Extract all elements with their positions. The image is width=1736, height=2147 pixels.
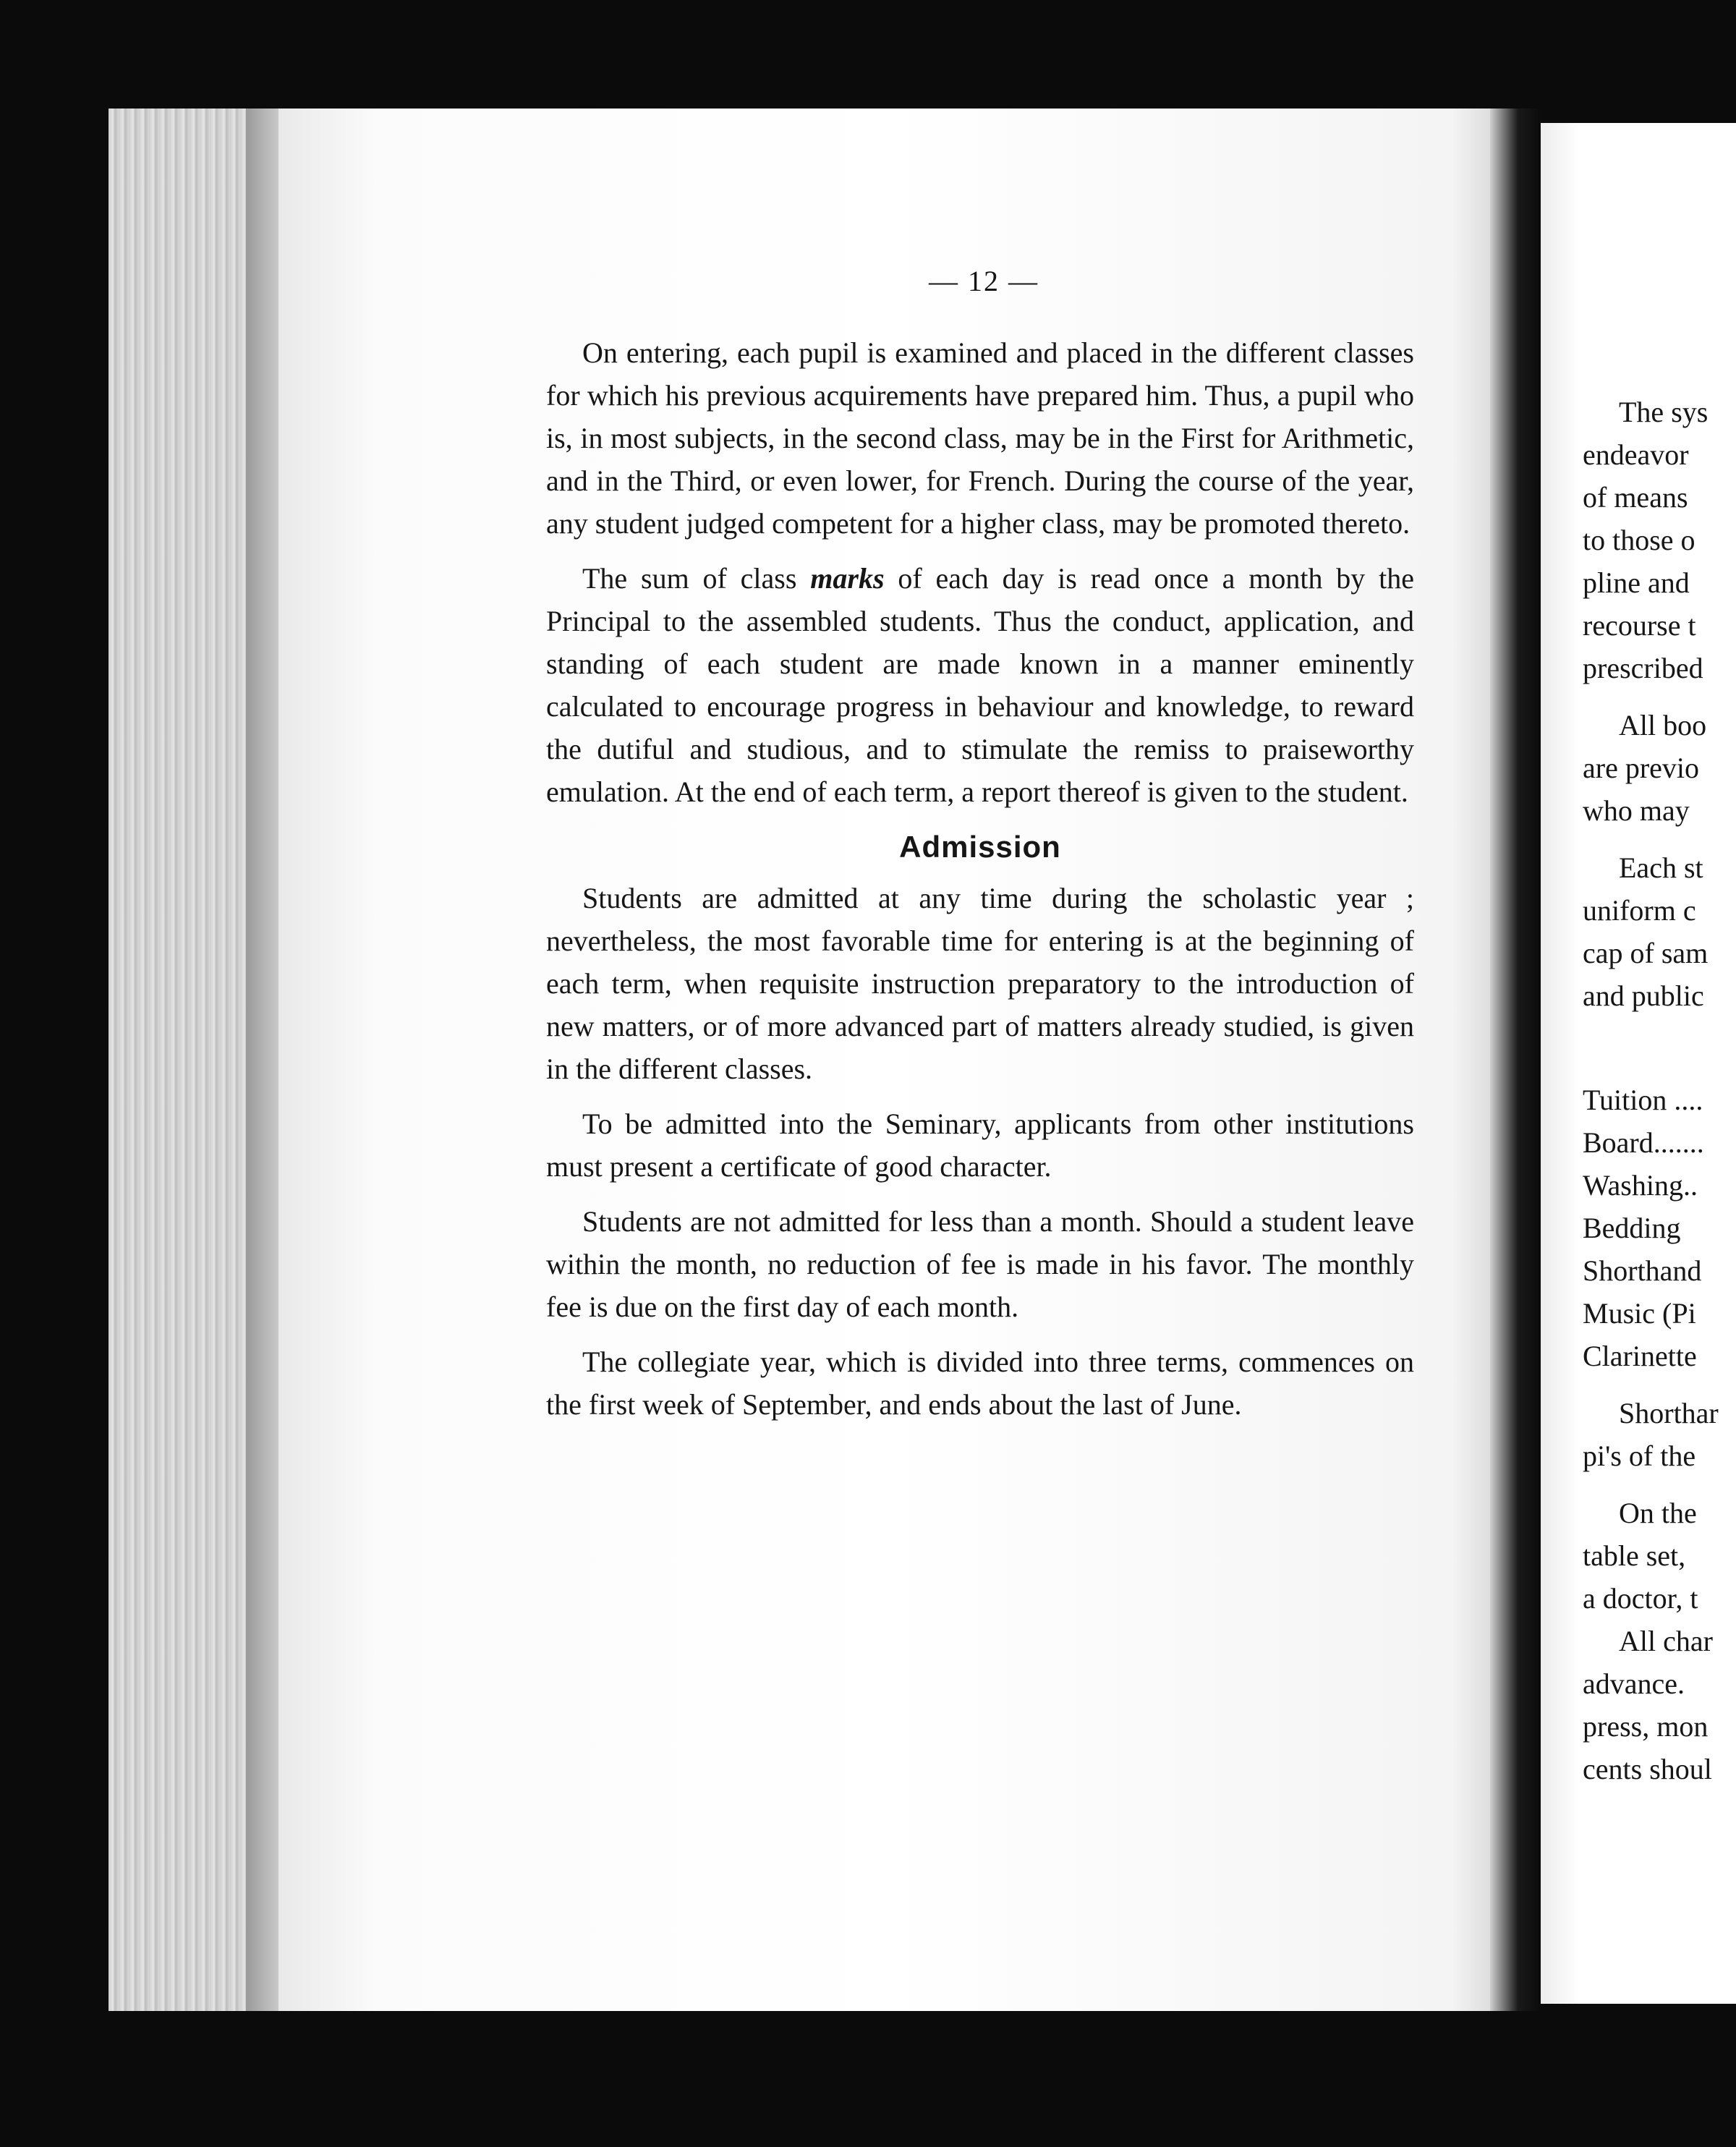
marks-text-before: The sum of class: [582, 562, 811, 595]
right-line: advance.: [1583, 1667, 1685, 1700]
right-line: are previo: [1583, 752, 1700, 784]
right-line: Clarinette: [1583, 1340, 1697, 1372]
right-line: uniform c: [1583, 894, 1696, 927]
right-line: prescribed: [1583, 652, 1703, 684]
right-line: and public: [1583, 979, 1704, 1012]
right-line: pi's of the: [1583, 1440, 1696, 1472]
right-page-text-fragments: [1583, 391, 1736, 1790]
section-heading-admission: Admission: [899, 830, 1061, 864]
marks-text-after: of each day is read once a month by the Principal to the assembled students. Thus the conduct, application, and standing of each student are made known in a manner eminently calculated to encourage progress in behaviour and knowledge, to reward the dutiful and studious, and to stimulate the remiss to praiseworthy emulation. At the end of each term, a report thereof is given to the student.: [546, 562, 1414, 808]
right-line: who may: [1583, 794, 1690, 827]
paragraph-marks: [546, 557, 1414, 813]
right-line: Tuition ....: [1583, 1084, 1703, 1116]
book-gutter: [1490, 109, 1541, 2011]
page-edge-shadow: [246, 109, 278, 2011]
right-line: Washing..: [1583, 1169, 1698, 1202]
right-line: of means: [1583, 481, 1688, 514]
paragraph-certificate: To be admitted into the Seminary, applicants from other institutions must present a certificate of good character.: [546, 1107, 1414, 1183]
right-line: The sys: [1619, 396, 1709, 428]
right-line: table set,: [1583, 1539, 1686, 1572]
right-line: Bedding: [1583, 1212, 1681, 1244]
scan-bottom-margin: [0, 2011, 1736, 2147]
right-line: On the: [1619, 1497, 1697, 1529]
paragraph-monthly-fee: Students are not admitted for less than a month. Should a student leave within the month, no reduction of fee is made in his favor. The monthly fee is due on the first day of each month.: [546, 1205, 1414, 1323]
right-line: pline and: [1583, 566, 1690, 599]
right-line: cap of sam: [1583, 937, 1709, 969]
marks-italic-word: marks: [810, 562, 885, 595]
right-line: Shorthand: [1583, 1254, 1702, 1287]
right-line: Shorthar: [1619, 1397, 1719, 1429]
right-line: to those o: [1583, 524, 1695, 556]
right-line: All char: [1619, 1625, 1713, 1657]
scan-top-margin: [109, 0, 1736, 109]
right-line: Each st: [1619, 851, 1703, 884]
paragraph-placement: On entering, each pupil is examined and placed in the different classes for which his previous acquirements have prepared him. Thus, a pupil who is, in most subjects, in the second class, may be in the First for Arithmetic, and in the Third, or even lower, for French. During the course of the year, any student judged competent for a higher class, may be promoted thereto.: [546, 336, 1414, 540]
right-line: recourse t: [1583, 609, 1696, 642]
right-line: cents shoul: [1583, 1753, 1712, 1785]
right-line: Music (Pi: [1583, 1297, 1696, 1330]
right-line: endeavor: [1583, 438, 1689, 471]
right-line: a doctor, t: [1583, 1582, 1698, 1615]
right-line: press, mon: [1583, 1710, 1709, 1743]
page-number: — 12 —: [929, 265, 1039, 297]
right-line: Board.......: [1583, 1126, 1704, 1159]
right-line: All boo: [1619, 709, 1707, 741]
paragraph-admission-time: Students are admitted at any time during the scholastic year ; nevertheless, the most favorable time for entering is at the beginning of each term, when requisite instruction preparatory to the introduction of new matters, or of more advanced part of matters already studied, is given in the different classes.: [546, 882, 1414, 1085]
left-page-text: [546, 331, 1414, 1438]
paragraph-collegiate-year: The collegiate year, which is divided into three terms, commences on the first week of September, and ends about the last of June.: [546, 1345, 1414, 1421]
